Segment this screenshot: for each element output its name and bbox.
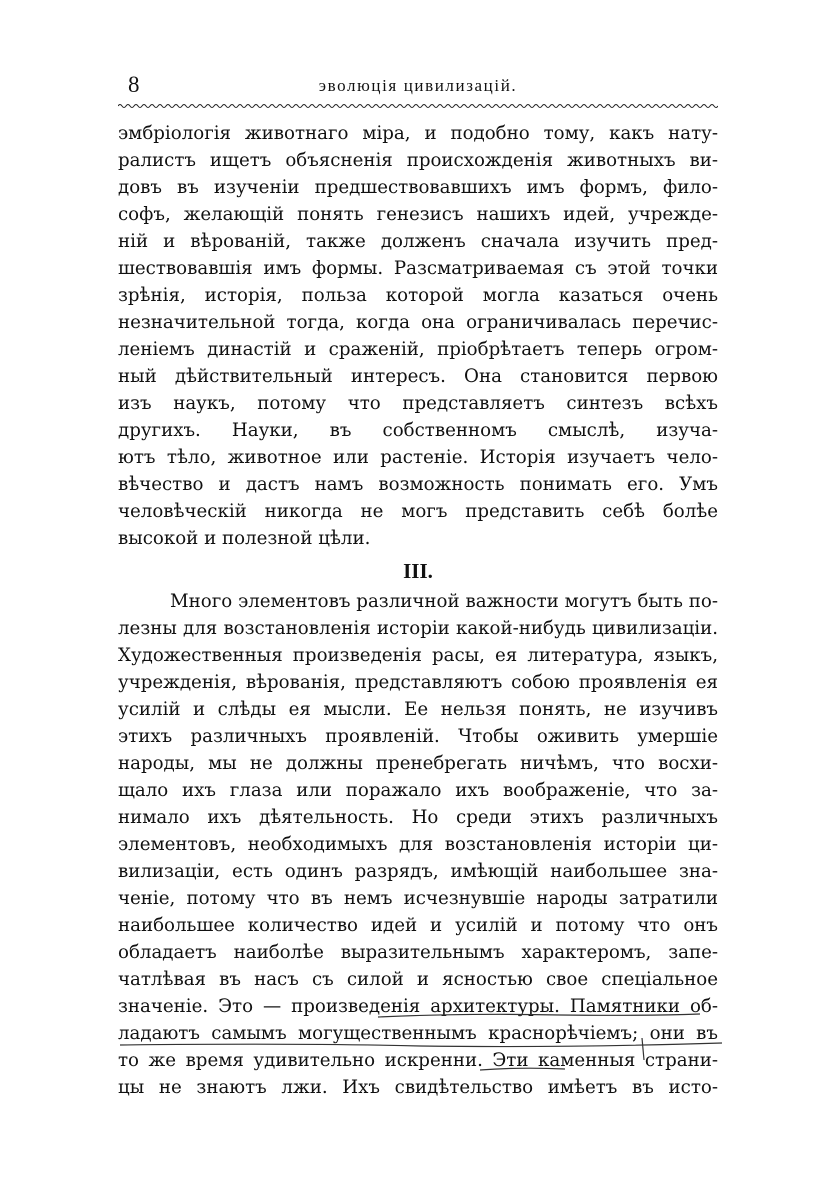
text-line: то же время удивительно искренни. Эти каменныя страни- [118, 1050, 718, 1071]
text-line: довъ въ изученіи предшествовавшихъ имъ формъ, фило- [118, 177, 718, 198]
text-line: обладаетъ наиболѣе выразительнымъ характеромъ, запе- [118, 942, 718, 963]
text-line: изъ наукъ, потому что представляетъ синтезъ всѣхъ [118, 393, 718, 414]
page-number: 8 [128, 72, 140, 97]
text-line: незначительной тогда, когда она ограничивалась перечис- [118, 312, 718, 333]
section-heading: III. [403, 559, 433, 583]
text-line: вилизаціи, есть одинъ разрядъ, имѣющій наибольшее зна- [118, 861, 718, 882]
text-line: лезны для возстановленія исторіи какой-нибудь цивилизаціи. [118, 618, 718, 639]
paragraph-continuation [118, 120, 718, 552]
text-line: наибольшее количество идей и усилій и потому что онъ [118, 915, 718, 936]
section-paragraph [118, 588, 718, 1101]
text-line: ютъ тѣло, животное или растеніе. Исторія изучаетъ чело- [118, 447, 718, 468]
text-line: вѣчество и дастъ намъ возможность понимать его. Умъ [118, 474, 718, 495]
running-title: эволюція цивилизацій. [318, 76, 518, 95]
text-line: ладаютъ самымъ могущественнымъ краснорѣчіемъ; они въ [118, 1023, 718, 1044]
text-line: ній и вѣрованій, также долженъ сначала изучить пред- [118, 231, 718, 252]
text-line: софъ, желающій понять генезисъ нашихъ идей, учрежде- [118, 204, 718, 225]
text-line: цы не знаютъ лжи. Ихъ свидѣтельство имѣетъ въ исто- [118, 1077, 718, 1098]
text-line: человѣческій никогда не могъ представить себѣ болѣе [118, 501, 718, 522]
text-line: шествовавшія имъ формы. Разсматриваемая съ этой точки [118, 258, 718, 279]
text-line: Много элементовъ различной важности могутъ быть по- [170, 591, 718, 612]
header-wavy-rule [118, 102, 718, 110]
text-line: ралистъ ищетъ объясненія происхожденія животныхъ ви- [118, 150, 718, 171]
text-line: леніемъ династій и сраженій, пріобрѣтаетъ теперь огром- [118, 339, 718, 360]
text-line: щало ихъ глаза или поражало ихъ воображеніе, что за- [118, 780, 718, 801]
text-line: нимало ихъ дѣятельность. Но среди этихъ различныхъ [118, 807, 718, 828]
text-line: другихъ. Науки, въ собственномъ смыслѣ, изуча- [118, 420, 718, 441]
text-line: элементовъ, необходимыхъ для возстановленія исторіи ци- [118, 834, 718, 855]
text-line: усилій и слѣды ея мысли. Ее нельзя понять, не изучивъ [118, 699, 718, 720]
text-line: народы, мы не должны пренебрегать ничѣмъ, что восхи- [118, 753, 718, 774]
text-line: чатлѣвая въ насъ съ силой и ясностью свое спеціальное [118, 969, 718, 990]
text-line: высокой и полезной цѣли. [118, 528, 371, 549]
text-line: зрѣнія, исторія, польза которой могла казаться очень [118, 285, 718, 306]
text-line: учрежденія, вѣрованія, представляютъ собою проявленія ея [118, 672, 718, 693]
text-line: ченіе, потому что въ немъ исчезнувшіе народы затратили [118, 888, 718, 909]
text-line: эмбріологія животнаго міра, и подобно тому, какъ нату- [118, 123, 718, 144]
text-line: этихъ различныхъ проявленій. Чтобы оживить умершіе [118, 726, 718, 747]
text-line: ный дѣйствительный интересъ. Она становится первою [118, 366, 718, 387]
page-header [118, 72, 718, 106]
text-line: значеніе. Это — произведенія архитектуры. Памятники об- [118, 996, 718, 1017]
text-line: Художественныя произведенія расы, ея литература, языкъ, [118, 645, 718, 666]
